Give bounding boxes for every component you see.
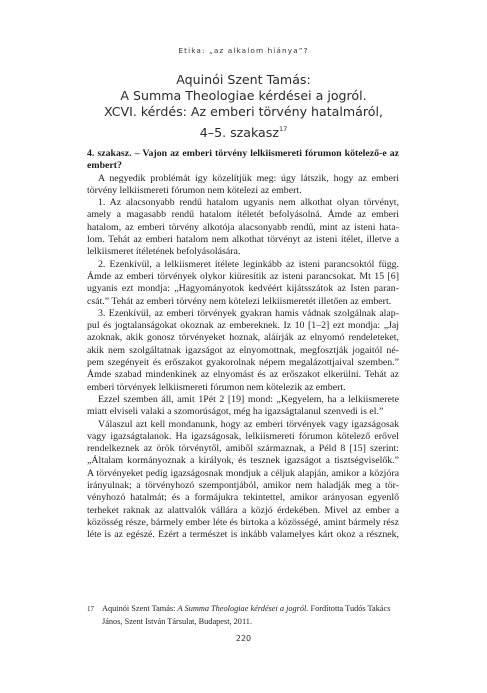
body-line: irányulnak; a törvényhozó szempontjából, amikor nem haladják meg a tör- (87, 480, 399, 492)
body-line: emberi törvények lelkiismereti fórumon nem kötelezik az embert. (87, 381, 346, 393)
chapter-title (80, 72, 407, 141)
body-line: azoknak, akik gonosz törvényeket hoznak, aláírják az elnyomó rendeleteket, (87, 332, 399, 344)
footnote-line-2: János, Szent István Társulat, Budapest, 2011. (102, 616, 253, 626)
title-line-4-text: 4–5. szakasz (199, 124, 279, 140)
body-line: vényhozó hatalmát; és a formájukra tekintettel, amikor arányosan egyenlő (87, 492, 399, 504)
body-line: A törvényeket pedig igazságosnak mondjuk a céljuk alapján, amikor a közjóra (87, 467, 399, 479)
body-line: közösség része, bármely ember léte és birtoka a közösségé, amint bármely rész (87, 516, 399, 528)
body-line: amely a magasabb rendű hatalom ítéletét befolyásolná. Ámde az emberi (87, 209, 399, 221)
footnote-line-1 (87, 603, 399, 616)
footnote-text-suffix: Fordította Tudós Takács (308, 604, 391, 613)
body-line: Ezzel szemben áll, amit 1Pét 2 [19] mond: „Kegyelem, ha a lelkiismerete (98, 393, 399, 405)
footnote-text-prefix: Aquinói Szent Tamás: (102, 604, 178, 613)
body-line: hatalom, az emberi törvény alkotója alacsonyabb rendű, mint az isteni hata- (87, 221, 399, 233)
body-line: lelkiismeret ítéletének befolyásolására. (87, 246, 241, 258)
title-footnote-ref[interactable]: 17 (278, 124, 288, 133)
body-line: Válaszul azt kell mondanunk, hogy az emberi törvények vagy igazságosak (98, 418, 399, 430)
title-line-2: A Summa Theologiae kérdései a jogról. (120, 88, 367, 104)
section-heading-line: embert? (87, 160, 122, 172)
footnote-book-title: A Summa Theologiae kérdései a jogról. (177, 604, 309, 613)
title-line-4 (80, 121, 407, 141)
body-line: Ámde szabad mindenkinek az elnyomást és az erőszakot elkerülni. Tehát az (87, 369, 399, 381)
body-line: 3. Ezenkívül, az emberi törvények gyakran hamis vádnak szolgálnak alap- (98, 307, 399, 319)
body-line: léte is az egészé. Ezért a természet is inkább valamelyes kárt okoz a résznek, (87, 529, 399, 541)
body-line: vagy igazságtalanok. Ha igazságosak, lelkiismereti fórumon kötelező erővel (87, 430, 399, 442)
body-line: 2. Ezenkívül, a lelkiismeret ítélete leginkább az isteni parancsoktól függ. (98, 258, 399, 270)
body-line: Ámde az emberi törvények olykor kiüresítik az isteni parancsokat. Mt 15 [6] (87, 270, 399, 282)
body-line: miatt elviseli valaki a szomorúságot, még ha igazságtalanul szenvedi is el.” (87, 406, 384, 418)
page-number: 220 (235, 634, 252, 643)
body-line: pul és jogtalanságokat okoznak az embereknek. Iz 10 [1–2] ezt mondja: „Jaj (87, 320, 399, 332)
body-line: terheket raknak az alattvalók vállára a közjó érdekében. Mivel az ember a (87, 504, 399, 516)
body-line: lom. Tehát az emberi hatalom nem alkothat törvényt az isteni ítélet, illetve a (87, 234, 399, 246)
body-line: ugyanis ezt mondja: „Hagyományotok kedvéért kijátsszátok az Isten paran- (87, 283, 399, 295)
body-line: akik nem szolgáltatnak igazságot az elnyomottnak, megfosztják jogaitól né- (87, 344, 399, 356)
body-line: pem szegényeit és erőszakot gyakorolnak népem megalázottjaival szemben.” (87, 357, 399, 369)
footnote-number: 17 (87, 605, 94, 613)
body-line: rendelkeznek az örök törvénytől, amiből származnak, a Péld 8 [15] szerint: (87, 443, 399, 455)
body-text (87, 148, 399, 542)
body-line: A negyedik problémát így közelítjük meg: úgy látszik, hogy az emberi (98, 172, 399, 184)
section-heading-line: 4. szakasz. – Vajon az emberi törvény lelkiismereti fórumon kötelező-e az (87, 148, 399, 159)
title-line-1: Aquinói Szent Tamás: (176, 72, 311, 87)
title-line-3: XCVI. kérdés: Az emberi törvény hatalmáról, (103, 104, 383, 120)
body-line: „Általam kormányoznak a királyok, és tesznek igazságot a tisztségviselők.” (87, 455, 399, 467)
body-line: csát.” Tehát az emberi törvény nem kötelezi lelkiismeretét illetően az embert. (87, 295, 392, 307)
footnote (87, 603, 399, 627)
body-line: törvény lelkiismereti fórumon nem kötelezi az embert. (87, 184, 302, 196)
body-line: 1. Az alacsonyabb rendű hatalom ugyanis nem alkothat olyan törvényt, (98, 197, 399, 209)
running-head: Etika: „az alkalom hiánya”? (178, 46, 309, 55)
